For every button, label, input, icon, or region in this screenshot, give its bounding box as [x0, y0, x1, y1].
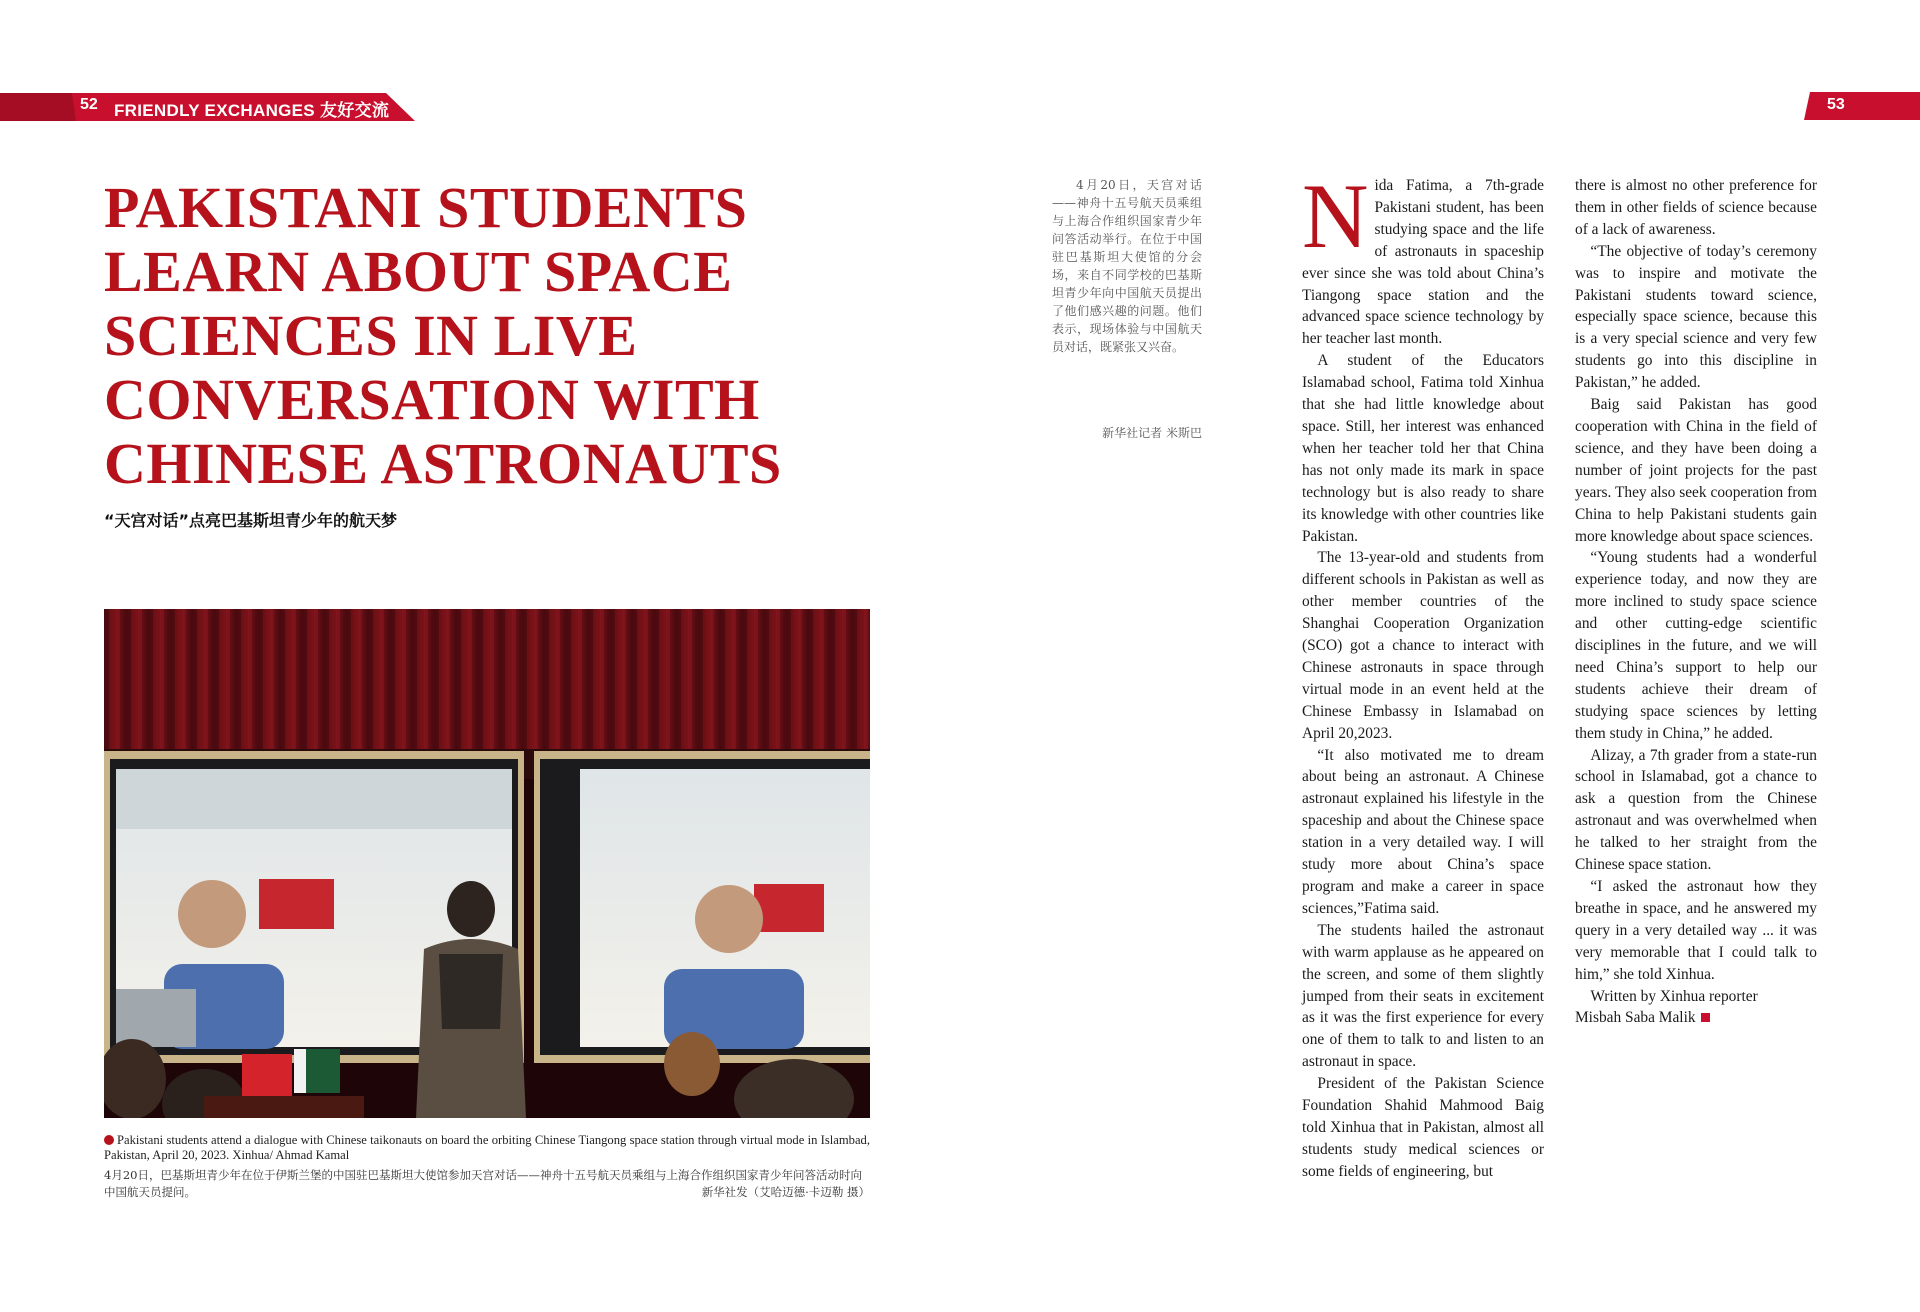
- photo-caption-english: [104, 1133, 870, 1163]
- title-line: CHINESE ASTRONAUTS: [104, 431, 782, 496]
- chinese-subtitle: “天宫对话”点亮巴基斯坦青少年的航天梦: [104, 511, 398, 530]
- drop-cap: N: [1302, 165, 1369, 267]
- article-column-1: [1302, 165, 1544, 1183]
- body-paragraph: Baig said Pakistan has good cooperation with China in the field of science, and they have been doing a number of joint projects for the past years. They also seek cooperation from China to help Pakistani students gain more knowledge about space sciences.: [1575, 396, 1817, 545]
- body-paragraph: A student of the Educators Islamabad school, Fatima told Xinhua that she had little knowledge about space. Still, her interest was enhanced when her teacher told her that China has not only made its mark in space technology but is also ready to share its knowledge with other countries like Pakistan.: [1302, 352, 1544, 545]
- title-line: CONVERSATION WITH: [104, 367, 760, 432]
- section-label: FRIENDLY EXCHANGES 友好交流: [114, 101, 390, 120]
- chinese-summary-byline: 新华社记者 米斯巴: [1102, 426, 1202, 440]
- body-paragraph: “It also motivated me to dream about being an astronaut. A Chinese astronaut explained his lifestyle in the spaceship and about the Chinese space station in a very detailed way. I will study more about China’s space program and make a career in space sciences,”Fatima said.: [1302, 746, 1544, 917]
- body-paragraph-continued: there is almost no other preference for them in other fields of science because of a lack of awareness.: [1575, 177, 1817, 238]
- body-paragraph: “I asked the astronaut how they breathe in space, and he answered my query in a very detailed way ... it was very memorable that I could talk to him,” she told Xinhua.: [1575, 878, 1817, 983]
- article-title: [104, 176, 804, 496]
- body-paragraph: The 13-year-old and students from different schools in Pakistan as well as other member countries of the Shanghai Cooperation Organization (SCO) got a chance to interact with Chinese astronauts in space through virtual mode in an event held at the Chinese Embassy in Islamabad on April 20,2023.: [1302, 549, 1544, 742]
- title-line: PAKISTANI STUDENTS: [104, 175, 748, 240]
- byline-line-1: Written by Xinhua reporter: [1590, 987, 1758, 1005]
- body-paragraph: Alizay, a 7th grader from a state-run school in Islamabad, got a chance to ask a question from the Chinese astronaut and was overwhelmed when he talked to her straight from the Chinese space station.: [1575, 746, 1817, 874]
- end-mark-icon: [1701, 1013, 1710, 1022]
- photo-caption-chinese: 4月20日，巴基斯坦青少年在位于伊斯兰堡的中国驻巴基斯坦大使馆参加天宫对话——神舟十五号航天员乘组与上海合作组织国家青少年问答活动时向中国航天员提问。: [104, 1168, 862, 1199]
- body-paragraph: The students hailed the astronaut with warm applause as he appeared on the screen, and some of them slightly jumped from their seats in excitement as it was the first experience for every one of them to talk to and listen to an astronaut in space.: [1302, 921, 1544, 1071]
- title-line: SCIENCES IN LIVE: [104, 303, 638, 368]
- title-line: LEARN ABOUT SPACE: [104, 239, 733, 304]
- page-number-left: 52: [80, 96, 98, 113]
- article-column-2: [1575, 175, 1817, 1029]
- byline: [1575, 986, 1817, 1030]
- byline-line-2: Misbah Saba Malik: [1575, 1009, 1696, 1027]
- camera-icon: [104, 1135, 114, 1145]
- article-photo: [104, 609, 870, 1118]
- lead-paragraph: [1302, 165, 1544, 350]
- body-paragraph: “Young students had a wonderful experience today, and now they are more inclined to study space science and other cutting-edge scientific disciplines in the future, and we will need China’s support to help our students achieve their dream of studying space sciences by letting them study in China,” he added.: [1575, 549, 1817, 742]
- body-paragraph: President of the Pakistan Science Foundation Shahid Mahmood Baig told Xinhua that in Pakistan, almost all students study medical sciences or some fields of engineering, but: [1302, 1075, 1544, 1180]
- photo-credit-chinese: 新华社发（艾哈迈德·卡迈勒 摄）: [701, 1185, 870, 1199]
- photo-illustration: [104, 609, 870, 1118]
- chinese-summary: [1052, 176, 1202, 356]
- caption-text: Pakistani students attend a dialogue with Chinese taikonauts on board the orbiting Chinese Tiangong space station through virtual mode in Islambad, Pakistan, April 20, 2023. Xinhua/ Ahmad Kamal: [104, 1133, 870, 1162]
- lead-text: ida Fatima, a 7th-grade Pakistani student, has been studying space and the life of astronauts in spaceship ever since she was told about China’s Tiangong space station and the advanced space science technology by her teacher last month.: [1302, 177, 1544, 348]
- chinese-summary-text: 4月20日，天宫对话——神舟十五号航天员乘组与上海合作组织国家青少年问答活动举行。在位于中国驻巴基斯坦大使馆的分会场，来自不同学校的巴基斯坦青少年向中国航天员提出了他们感兴趣的问题。他们表示，现场体验与中国航天员对话，既紧张又兴奋。: [1052, 178, 1202, 354]
- body-paragraph: “The objective of today’s ceremony was to inspire and motivate the Pakistani students toward science, especially space science, because this is a very special science and very few students go into this discipline in Pakistan,” he added.: [1575, 242, 1817, 392]
- page-number-right: 53: [1827, 96, 1845, 113]
